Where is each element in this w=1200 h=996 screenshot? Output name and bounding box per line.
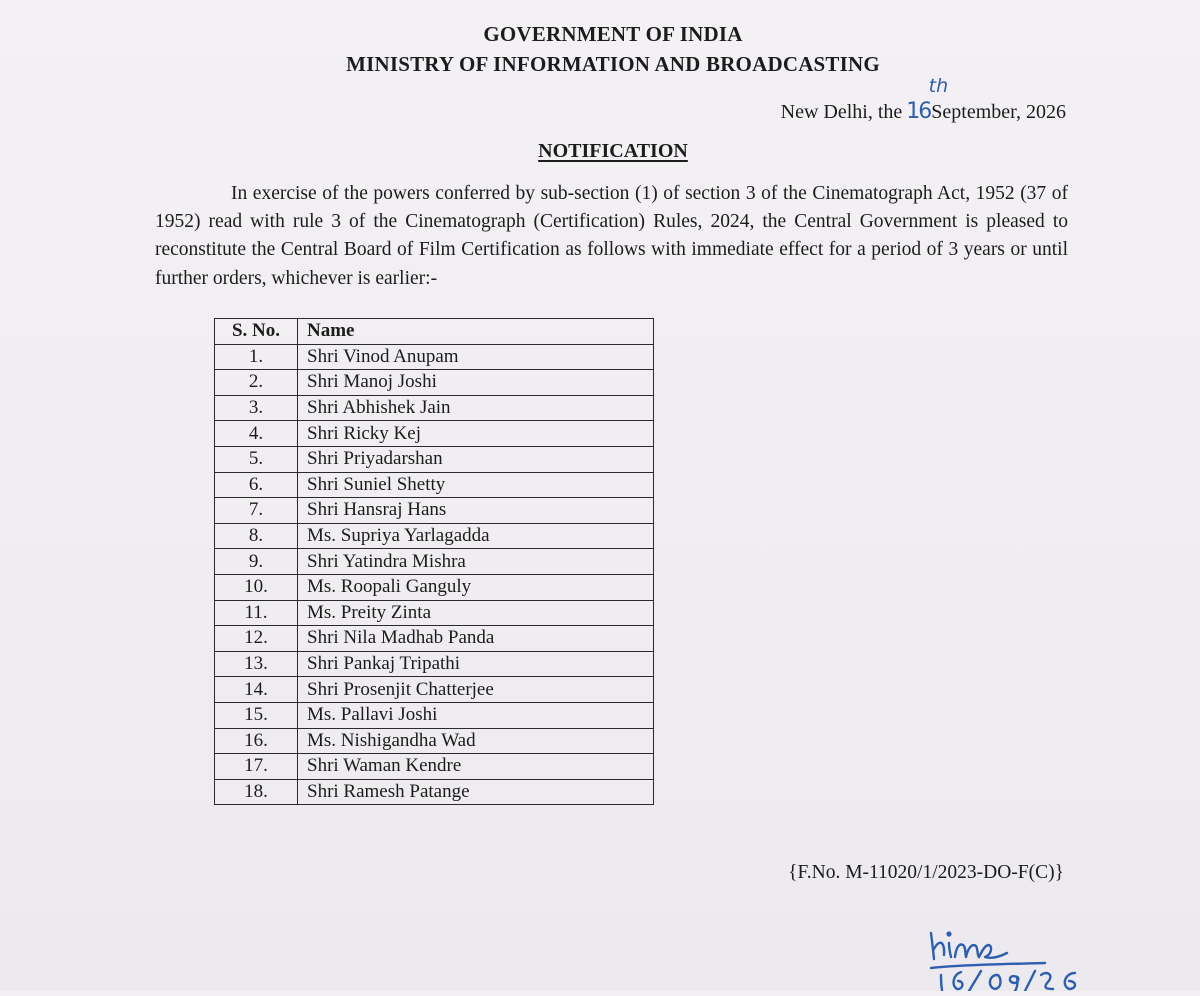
row-name: Ms. Roopali Ganguly <box>298 574 654 600</box>
row-name: Ms. Nishigandha Wad <box>298 728 654 754</box>
body-paragraph: In exercise of the powers conferred by sub-section (1) of section 3 of the Cinematograph Act, 1952 (37 of 1952) read with rule 3 of the Cinematograph (Certification) Rules, 2024, the Central Government is pleased to reconstitute the Central Board of Film Certification as follows with immediate effect for a period of 3 years or until further orders, whichever is earlier:- <box>155 183 1068 289</box>
row-name: Shri Yatindra Mishra <box>298 549 654 575</box>
table-row <box>215 549 654 575</box>
table-row <box>215 344 654 370</box>
notification-title: NOTIFICATION <box>538 140 688 162</box>
row-name: Shri Ramesh Patange <box>298 779 654 805</box>
dateline <box>780 75 1066 124</box>
row-sno: 2. <box>215 370 298 396</box>
row-sno: 5. <box>215 446 298 472</box>
row-sno: 16. <box>215 728 298 754</box>
row-name: Ms. Preity Zinta <box>298 600 654 626</box>
signature-scribble <box>925 915 1115 991</box>
row-sno: 14. <box>215 677 298 703</box>
row-name: Shri Prosenjit Chatterjee <box>298 677 654 703</box>
row-name: Shri Waman Kendre <box>298 754 654 780</box>
table-row <box>215 754 654 780</box>
table-row <box>215 651 654 677</box>
row-sno: 3. <box>215 395 298 421</box>
table-row <box>215 395 654 421</box>
table-row <box>215 498 654 524</box>
ministry-heading: MINISTRY OF INFORMATION AND BROADCASTING <box>346 52 880 76</box>
handwritten-day-suffix: th <box>928 75 949 97</box>
row-sno: 4. <box>215 421 298 447</box>
row-name: Shri Priyadarshan <box>298 446 654 472</box>
file-number: {F.No. M-11020/1/2023-DO-F(C)} <box>788 862 1064 883</box>
table-row <box>215 779 654 805</box>
table-row <box>215 626 654 652</box>
row-sno: 9. <box>215 549 298 575</box>
table-row <box>215 677 654 703</box>
row-sno: 17. <box>215 754 298 780</box>
handwritten-signature <box>925 915 1115 991</box>
table-row <box>215 728 654 754</box>
government-heading: GOVERNMENT OF INDIA <box>483 22 743 46</box>
dateline-prefix: New Delhi, the <box>780 101 903 123</box>
row-sno: 11. <box>215 600 298 626</box>
row-name: Shri Nila Madhab Panda <box>298 626 654 652</box>
row-name: Shri Vinod Anupam <box>298 344 654 370</box>
table-header-row <box>215 319 654 345</box>
table-row <box>215 421 654 447</box>
row-name: Shri Abhishek Jain <box>298 395 654 421</box>
table-row <box>215 446 654 472</box>
dateline-suffix: September, 2026 <box>931 101 1066 123</box>
row-sno: 10. <box>215 574 298 600</box>
column-header-sno: S. No. <box>215 319 298 345</box>
handwritten-day: 16 <box>906 99 931 124</box>
table-row <box>215 600 654 626</box>
row-name: Shri Suniel Shetty <box>298 472 654 498</box>
row-name: Ms. Supriya Yarlagadda <box>298 523 654 549</box>
row-name: Shri Hansraj Hans <box>298 498 654 524</box>
row-sno: 8. <box>215 523 298 549</box>
row-sno: 13. <box>215 651 298 677</box>
row-sno: 7. <box>215 498 298 524</box>
table-row <box>215 472 654 498</box>
table-row <box>215 370 654 396</box>
row-sno: 1. <box>215 344 298 370</box>
row-name: Shri Manoj Joshi <box>298 370 654 396</box>
table-row <box>215 702 654 728</box>
row-name: Ms. Pallavi Joshi <box>298 702 654 728</box>
column-header-name: Name <box>298 319 654 345</box>
table-row <box>215 574 654 600</box>
row-sno: 15. <box>215 702 298 728</box>
row-sno: 18. <box>215 779 298 805</box>
row-name: Shri Pankaj Tripathi <box>298 651 654 677</box>
row-sno: 6. <box>215 472 298 498</box>
row-name: Shri Ricky Kej <box>298 421 654 447</box>
table-row <box>215 523 654 549</box>
row-sno: 12. <box>215 626 298 652</box>
members-table <box>214 318 654 805</box>
